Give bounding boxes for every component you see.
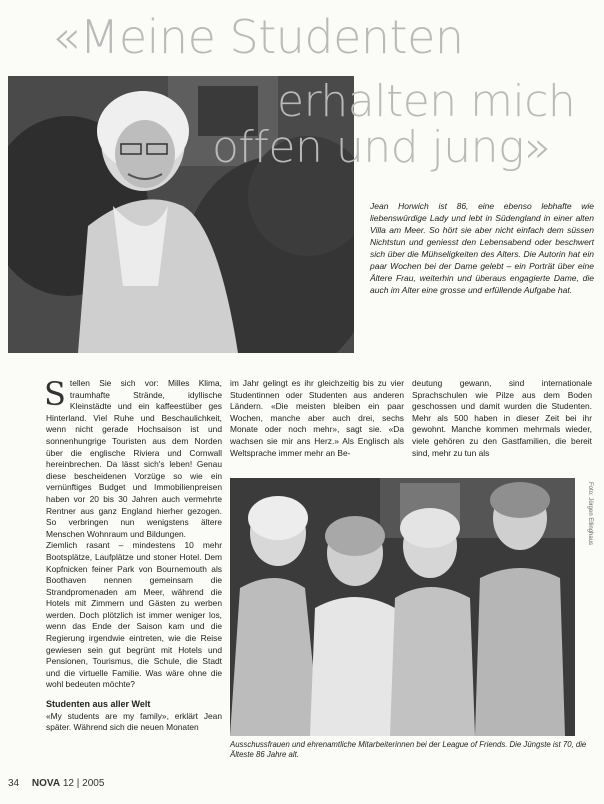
- section-subhead: Studenten aus aller Welt: [46, 699, 151, 710]
- body-paragraph: «My students are my family», erklärt Jean später. Während sich die neuen Monaten: [46, 710, 222, 733]
- photo-credit: Foto: Jürgen Ellinghaus: [587, 482, 593, 546]
- headline-line-2: erhalten mich: [277, 76, 576, 127]
- group-photo: [230, 478, 575, 736]
- issue-year: 2005: [82, 778, 105, 789]
- body-column-3: [412, 378, 592, 459]
- headline-line-1: «Meine Studenten: [52, 10, 464, 64]
- intro-text: Jean Horwich ist 86, eine ebenso lebhafte wie liebenswürdige Lady und lebt in Südengland in einer alten Villa am Meer. So hört sie aber nicht einfach dem süssen Nichtstun und geniesst den Lebensabend oder beschwert sich über die Mühseligkeiten des Alters. Die Autorin hat ein paar Wochen bei der Dame gelebt – ein Porträt über eine Ältere Frau, weiterhin und überaus engagierte Dame, die auch im Alter eine grosse und erfüllende Aufgabe hat.: [370, 201, 594, 295]
- body-paragraph: im Jahr gelingt es ihr gleichzeitig bis zu vier Studentinnen oder Studenten aus anderen Ländern. «Die meisten bleiben ein paar Wochen, manche aber auch drei, sechs Monate oder noch mehr», sagt sie. «Da wachsen sie mir ans Herz.» Als Englisch als Weltsprache immer mehr an Be-: [230, 378, 404, 458]
- headline-line-3: offen und jung»: [212, 122, 551, 173]
- body-paragraph: tellen Sie sich vor: Milles Klima, traumhafte Strände, idyllische Kleinstädte und ein kaffeestüber ges Hinterland. Viel Ruhe und Beschaulichkeit, wenn nicht gerade Hochsaison ist und sonnenhungrige Touristen aus dem Norden über die englische Riviera und Cornwall hereinbrechen. Da lässt sich's leben! Genau diese bescheidenen Vorzüge so wie ein vernünftiges Budget und Immobilienpreisen haben vor 20 bis 30 Jahren auch vermehrte Rentner aus ganz England hierher gezogen. So verbringen nun wenigstens ältere Menschen Wohnraum und Bildungen.: [46, 378, 222, 539]
- photo-caption: Ausschussfrauen und ehrenamtliche Mitarbeiterinnen bei der League of Friends. Die Jüngste ist 70, die Älteste 86 Jahre alt.: [230, 740, 587, 759]
- drop-cap: S: [44, 375, 66, 413]
- footer-divider: |: [76, 778, 80, 789]
- body-paragraph: deutung gewann, sind internationale Sprachschulen wie Pilze aus dem Boden geschossen und damit wurden die Studenten. Mehr als 500 haben in dieser Zeit bei ihr gewohnt. Manche kommen mehrmals wieder, viele gehören zu den Gastfamilien, die bereit sind, mehr zu tun als: [412, 378, 592, 458]
- body-column-2: [230, 378, 404, 459]
- body-column-1: [44, 375, 222, 734]
- issue-number: 12: [62, 778, 74, 789]
- page-footer: [8, 778, 104, 789]
- magazine-name: NOVA: [31, 778, 61, 789]
- body-paragraph: Ziemlich rasant – mindestens 10 mehr Bootsplätze, Laufplätze und stoner Hotel. Dem Kopfnicken feiner Park von Bournemouth als Boothaven nennen gemeinsam die Strandpromenaden am Meer, während die Hotels mit Zimmern und Gästen zu werben werden. Doch plötzlich ist immer weniger los, wenn das Ende der Saison kam und die Regierung irgendwie eintreten, wie die Reise gewiesen sein gut begrünt mit Hotels und Pensionen, Tourismus, die Schule, die Stadt und die virtuelle Familie. Was wäre ohne die wohl bedeuten möchte?: [46, 540, 222, 690]
- page-number: 34: [8, 778, 20, 789]
